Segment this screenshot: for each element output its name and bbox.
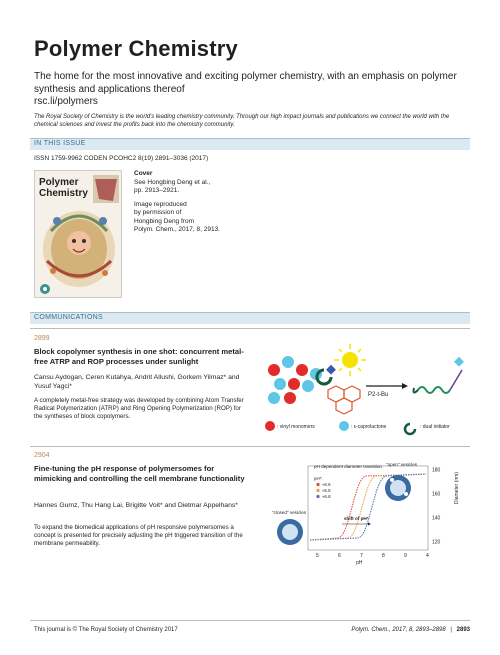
cover-heading: Cover	[134, 170, 153, 177]
legend-item: ≈5.5	[322, 488, 331, 493]
cover-line: pp. 2913–2921.	[134, 187, 180, 194]
series-legend	[314, 476, 331, 499]
x-tick-label: 8	[382, 553, 385, 559]
legend	[265, 421, 450, 434]
y-tick-label: 140	[432, 515, 441, 522]
x-tick-label: 5	[316, 553, 319, 559]
plot-frame	[308, 466, 428, 550]
cover-line: Hongbing Deng from	[134, 217, 194, 225]
communications-label: COMMUNICATIONS	[34, 314, 104, 321]
article-page-number: 2899	[34, 335, 50, 342]
open-vesicles-label: "open" vesicles	[386, 462, 418, 467]
rsc-description: The Royal Society of Chemistry is the world's leading chemistry community. Through our high impact journals and publications we connect the world with the chemical sciences and invest the profits back into the chemistry community.	[34, 114, 450, 128]
legend-marker	[316, 495, 319, 498]
cover-mini-title-1: Polymer	[39, 177, 79, 188]
x-tick-label: 9	[404, 553, 407, 559]
cover-line: by permission of	[134, 209, 182, 216]
issn-line: ISSN 1759-9962 CODEN PCOHC2 8(19) 2891–3036 (2017)	[34, 155, 209, 162]
article-graphic-ph-polymersomes	[268, 458, 468, 568]
cover-caption	[134, 170, 254, 235]
y-axis-ticks	[432, 468, 441, 546]
journal-title: Polymer Chemistry	[34, 36, 238, 61]
footer-copyright: This journal is © The Royal Society of Chemistry 2017	[34, 627, 178, 633]
y-tick-label: 120	[432, 539, 441, 546]
footer-divider	[30, 620, 470, 621]
communications-band	[30, 312, 470, 324]
y-axis-label: Diameter (nm)	[454, 472, 460, 504]
legend-caprolactone: : ε-caprolactone	[351, 424, 387, 430]
legend-marker	[316, 489, 319, 492]
journal-url-link[interactable]: rsc.li/polymers	[34, 96, 98, 107]
catalyst-structure	[328, 386, 360, 414]
cover-line: Polym. Chem., 2017, 8, 2913.	[134, 226, 220, 233]
legend-item: ≈6.6	[322, 482, 331, 487]
cover-artwork	[35, 171, 122, 298]
article-authors: Hannes Gumz, Thu Hang Lai, Brigitte Voit* and Dietmar Appelhans*	[34, 502, 238, 509]
cover-line: Image reproduced	[134, 200, 187, 208]
reagent-label: P2-t-Bu	[368, 392, 389, 398]
shift-label: shift of pH*	[344, 516, 369, 521]
in-this-issue-label: IN THIS ISSUE	[34, 140, 86, 147]
cover-line: See Hongbing Deng et al.,	[134, 178, 211, 186]
article-graphic-atrp-rop	[262, 340, 470, 440]
article-abstract: To expand the biomedical applications of pH responsive polymersomes a concept is presented for precisely adjusting the pH triggered transition of the membrane permeability.	[34, 524, 243, 547]
cover-mini-title-2: Chemistry	[39, 188, 88, 199]
article-page-number: 2904	[34, 452, 50, 459]
article-title-link[interactable]: Fine-tuning the pH response of polymersomes for mimicking and controlling the cell membrane functionality	[34, 464, 245, 483]
divider	[30, 446, 470, 447]
x-axis-ticks	[316, 553, 429, 559]
closed-vesicles-label: "closed" vesicles	[272, 510, 307, 515]
in-this-issue-band	[30, 138, 470, 150]
monomer-spheres	[268, 356, 322, 404]
legend-item: ≈6.8	[322, 494, 331, 499]
legend-marker	[316, 483, 319, 486]
x-tick-label: 7	[360, 553, 363, 559]
cover-image[interactable]	[34, 170, 122, 298]
x-tick-label: 6	[338, 553, 341, 559]
article-title-link[interactable]: Block copolymer synthesis in one shot: concurrent metal-free ATRP and ROP processes under sunlight	[34, 347, 244, 366]
legend-head: pH*:	[314, 476, 323, 481]
closed-vesicle-icon	[277, 519, 303, 545]
x-axis-label: pH	[356, 560, 363, 566]
divider	[30, 328, 470, 329]
y-tick-label: 180	[432, 467, 441, 474]
legend-vinyl: : vinyl monomers	[277, 424, 315, 430]
footer-citation: Polym. Chem., 2017, 8, 2893–2898 | 2893	[351, 627, 470, 633]
open-vesicle-icon	[385, 475, 411, 501]
article-abstract: A completely metal-free strategy was developed by combining Atom Transfer Radical Polymerization (ATRP) and Ring Opening Polymerization (ROP) for the syntheses of block copolymers.	[34, 397, 244, 420]
citation-text: Polym. Chem., 2017, 8, 2893–2898	[351, 627, 446, 633]
sun-icon	[334, 344, 366, 376]
y-tick-label: 160	[432, 491, 441, 498]
journal-tagline: The home for the most innovative and exciting polymer chemistry, with an emphasis on polymer synthesis and applications thereof	[34, 71, 457, 95]
article-authors: Cansu Aydogan, Ceren Kutahya, Andrit Allushi, Gorkem Yilmaz* and Yusuf Yagci*	[34, 374, 240, 390]
block-copolymer-product	[414, 357, 464, 393]
x-tick-label: 4	[426, 553, 429, 559]
page-number: 2893	[456, 627, 470, 633]
transition-label: pH dependent diameter transition	[314, 464, 382, 469]
legend-dual: : dual initiator	[420, 424, 450, 430]
